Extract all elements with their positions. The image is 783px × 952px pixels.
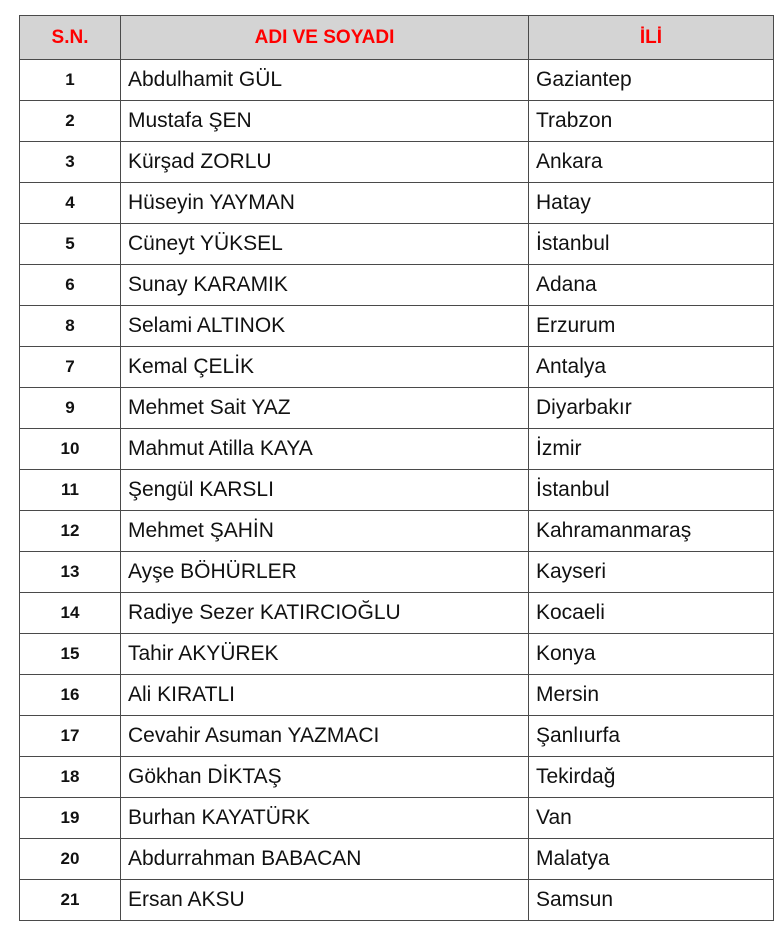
row-sn-cell: 11	[20, 470, 121, 511]
row-name-cell: Radiye Sezer KATIRCIOĞLU	[121, 593, 529, 634]
row-sn-cell: 7	[20, 347, 121, 388]
row-name-cell: Mustafa ŞEN	[121, 101, 529, 142]
row-city-cell: Tekirdağ	[529, 757, 774, 798]
table-row	[20, 839, 774, 880]
row-city-cell: Şanlıurfa	[529, 716, 774, 757]
table-row	[20, 429, 774, 470]
row-sn-cell: 12	[20, 511, 121, 552]
table-row	[20, 470, 774, 511]
table-body	[20, 60, 774, 921]
row-sn-cell: 2	[20, 101, 121, 142]
row-city-cell: Kahramanmaraş	[529, 511, 774, 552]
row-sn-cell: 18	[20, 757, 121, 798]
row-sn-cell: 1	[20, 60, 121, 101]
table-row	[20, 675, 774, 716]
row-sn-cell: 20	[20, 839, 121, 880]
table-row	[20, 142, 774, 183]
row-city-cell: Mersin	[529, 675, 774, 716]
row-city-cell: Antalya	[529, 347, 774, 388]
candidates-table	[19, 15, 774, 921]
row-sn-cell: 15	[20, 634, 121, 675]
row-name-cell: Mehmet Sait YAZ	[121, 388, 529, 429]
row-city-cell: Gaziantep	[529, 60, 774, 101]
row-city-cell: Ankara	[529, 142, 774, 183]
row-city-cell: Konya	[529, 634, 774, 675]
row-city-cell: Kocaeli	[529, 593, 774, 634]
row-name-cell: Mehmet ŞAHİN	[121, 511, 529, 552]
row-name-cell: Tahir AKYÜREK	[121, 634, 529, 675]
row-city-cell: Hatay	[529, 183, 774, 224]
row-city-cell: Adana	[529, 265, 774, 306]
table-row	[20, 757, 774, 798]
row-city-cell: İstanbul	[529, 470, 774, 511]
row-city-cell: Malatya	[529, 839, 774, 880]
table-row	[20, 593, 774, 634]
row-sn-cell: 3	[20, 142, 121, 183]
table-row	[20, 552, 774, 593]
row-name-cell: Abdulhamit GÜL	[121, 60, 529, 101]
row-sn-cell: 14	[20, 593, 121, 634]
row-name-cell: Gökhan DİKTAŞ	[121, 757, 529, 798]
header-sn: S.N.	[20, 16, 121, 60]
row-sn-cell: 16	[20, 675, 121, 716]
table-row	[20, 716, 774, 757]
row-name-cell: Cüneyt YÜKSEL	[121, 224, 529, 265]
row-sn-cell: 8	[20, 306, 121, 347]
row-city-cell: İzmir	[529, 429, 774, 470]
table-row	[20, 224, 774, 265]
row-name-cell: Ayşe BÖHÜRLER	[121, 552, 529, 593]
row-name-cell: Selami ALTINOK	[121, 306, 529, 347]
row-city-cell: Kayseri	[529, 552, 774, 593]
row-name-cell: Kemal ÇELİK	[121, 347, 529, 388]
header-city: İLİ	[529, 16, 774, 60]
table-row	[20, 306, 774, 347]
row-name-cell: Ersan AKSU	[121, 880, 529, 921]
row-name-cell: Kürşad ZORLU	[121, 142, 529, 183]
row-name-cell: Şengül KARSLI	[121, 470, 529, 511]
table-row	[20, 388, 774, 429]
header-row	[20, 16, 774, 60]
table-row	[20, 798, 774, 839]
row-city-cell: Van	[529, 798, 774, 839]
header-name: ADI VE SOYADI	[121, 16, 529, 60]
table-row	[20, 183, 774, 224]
row-sn-cell: 4	[20, 183, 121, 224]
row-sn-cell: 13	[20, 552, 121, 593]
row-sn-cell: 10	[20, 429, 121, 470]
row-city-cell: Trabzon	[529, 101, 774, 142]
row-name-cell: Cevahir Asuman YAZMACI	[121, 716, 529, 757]
row-city-cell: İstanbul	[529, 224, 774, 265]
row-city-cell: Diyarbakır	[529, 388, 774, 429]
row-sn-cell: 19	[20, 798, 121, 839]
table-row	[20, 880, 774, 921]
table-container	[19, 15, 774, 921]
row-sn-cell: 21	[20, 880, 121, 921]
table-row	[20, 265, 774, 306]
row-name-cell: Abdurrahman BABACAN	[121, 839, 529, 880]
row-name-cell: Mahmut Atilla KAYA	[121, 429, 529, 470]
table-row	[20, 347, 774, 388]
table-header	[20, 16, 774, 60]
table-row	[20, 60, 774, 101]
row-name-cell: Hüseyin YAYMAN	[121, 183, 529, 224]
table-row	[20, 511, 774, 552]
row-city-cell: Erzurum	[529, 306, 774, 347]
row-sn-cell: 6	[20, 265, 121, 306]
table-row	[20, 634, 774, 675]
row-city-cell: Samsun	[529, 880, 774, 921]
table-row	[20, 101, 774, 142]
row-sn-cell: 9	[20, 388, 121, 429]
row-sn-cell: 5	[20, 224, 121, 265]
row-name-cell: Burhan KAYATÜRK	[121, 798, 529, 839]
row-name-cell: Sunay KARAMIK	[121, 265, 529, 306]
row-sn-cell: 17	[20, 716, 121, 757]
row-name-cell: Ali KIRATLI	[121, 675, 529, 716]
